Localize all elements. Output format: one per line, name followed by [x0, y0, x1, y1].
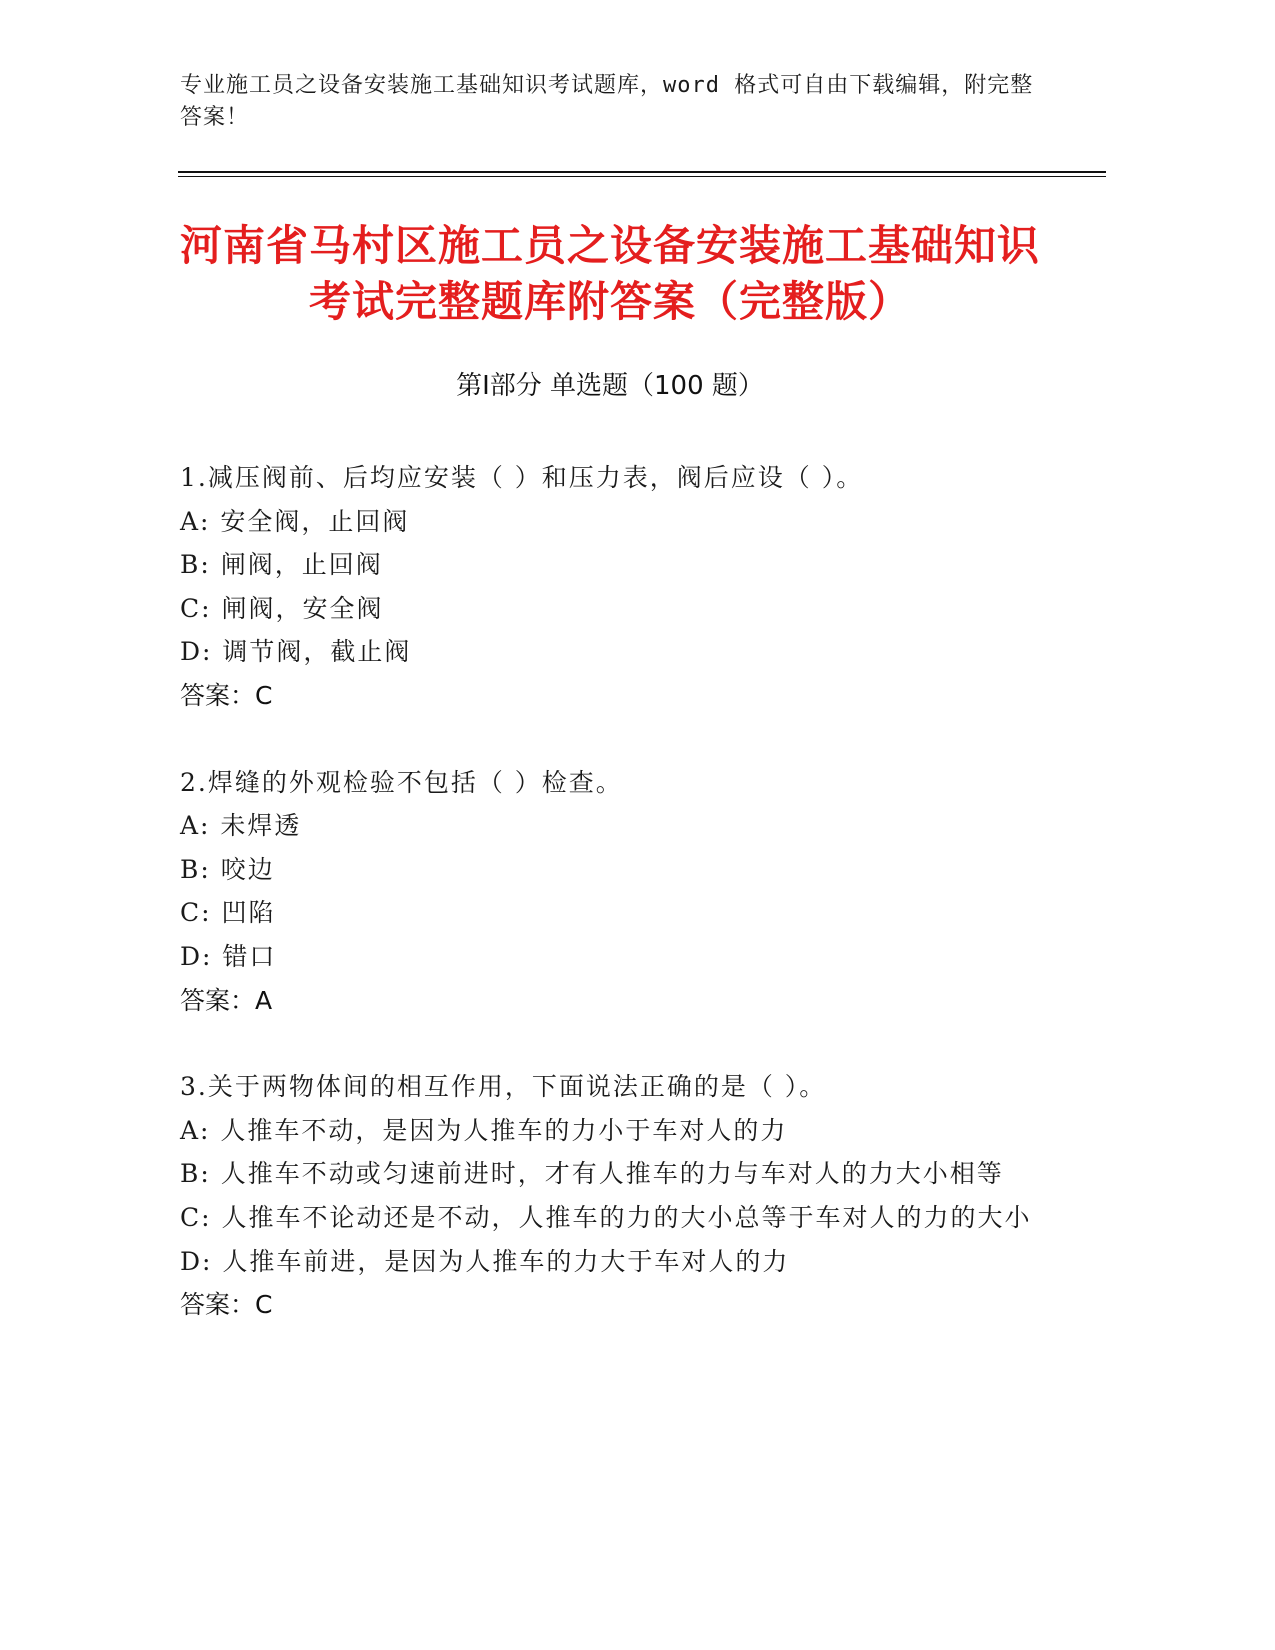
section-heading: 第Ⅰ部分 单选题（100 题） [456, 371, 764, 401]
answer: 答案：A [180, 985, 273, 1015]
option-d: D: 人推车前进，是因为人推车的力大于车对人的力 [180, 1246, 790, 1276]
option-d: D: 错口 [180, 941, 277, 971]
header-divider-thick [178, 171, 1106, 173]
question-item [180, 761, 1040, 1023]
option-a: A: 安全阀，止回阀 [180, 506, 410, 536]
option-c: C: 闸阀，安全阀 [180, 593, 384, 623]
document-title: 河南省马村区施工员之设备安装施工基础知识考试完整题库附答案（完整版） [180, 221, 1041, 326]
header-note: 专业施工员之设备安装施工基础知识考试题库，word 格式可自由下载编辑，附完整答案！ [180, 73, 1034, 130]
question-item [180, 1065, 1040, 1327]
question-stem: 2.焊缝的外观检验不包括（ ）检查。 [180, 767, 623, 797]
option-d: D: 调节阀，截止阀 [180, 637, 412, 667]
question-stem: 1.减压阀前、后均应安装（ ）和压力表，阀后应设（ ）。 [180, 463, 864, 492]
option-a: A: 人推车不动，是因为人推车的力小于车对人的力 [180, 1115, 788, 1145]
question-stem: 3.关于两物体间的相互作用，下面说法正确的是（ ）。 [180, 1072, 827, 1102]
header-divider-thin [178, 176, 1106, 177]
option-a: A: 未焊透 [180, 811, 302, 841]
option-c: C: 人推车不论动还是不动，人推车的力的大小总等于车对人的力的大小 [180, 1202, 1032, 1232]
question-item [180, 456, 1040, 718]
answer: 答案：C [180, 1290, 273, 1320]
option-b: B: 闸阀，止回阀 [180, 550, 383, 580]
option-b: B: 咬边 [180, 854, 275, 884]
answer: 答案：C [180, 680, 273, 710]
option-b: B: 人推车不动或匀速前进时，才有人推车的力与车对人的力大小相等 [180, 1159, 1004, 1189]
question-list [180, 456, 1040, 1370]
option-c: C: 凹陷 [180, 898, 276, 928]
